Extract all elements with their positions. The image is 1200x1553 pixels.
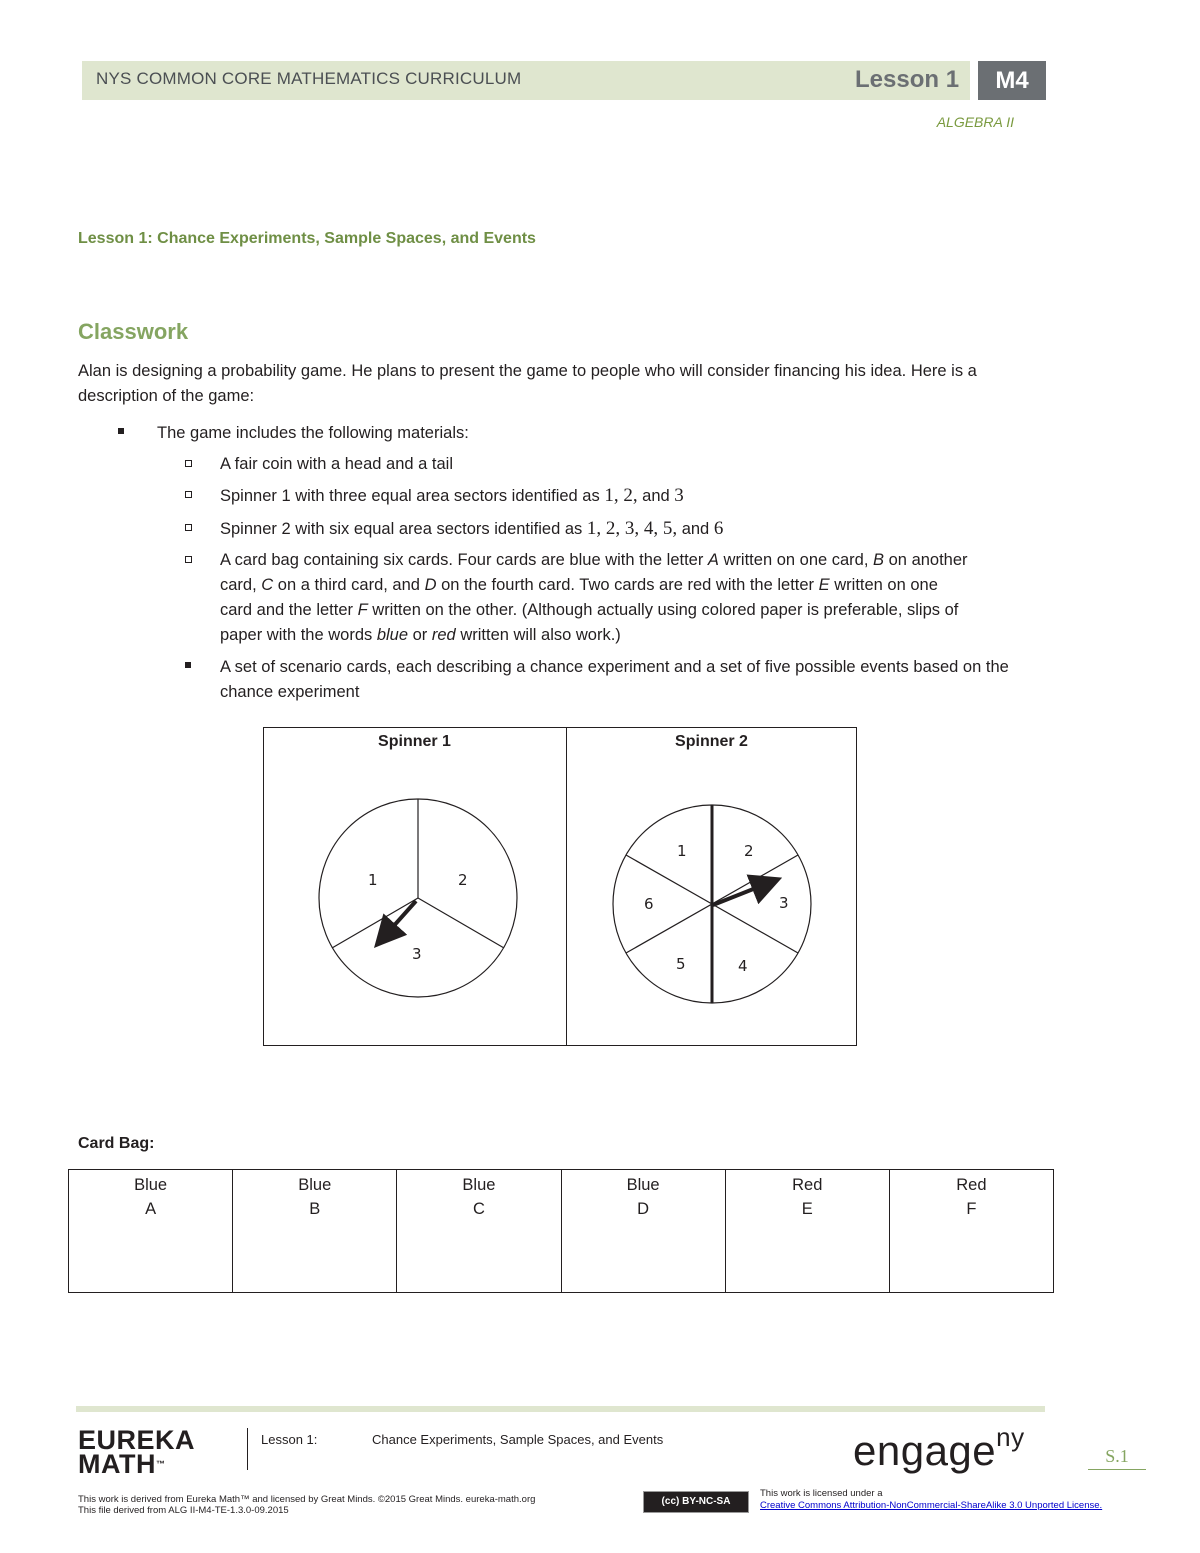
spinner2-label-2: 2: [744, 842, 754, 860]
card-color: Blue: [462, 1176, 496, 1194]
card-color: Blue: [134, 1176, 168, 1194]
module-badge: M4: [978, 61, 1046, 100]
spinner2-label-4: 4: [738, 957, 748, 975]
lesson-title: Lesson 1: Chance Experiments, Sample Spaces, and Events: [78, 230, 536, 247]
spinner2-label-6: 6: [644, 895, 654, 913]
spinner2-heading: Spinner 2: [675, 733, 748, 750]
material-spinner2: Spinner 2 with six equal area sectors identified as 1, 2, 3, 4, 5, and 6: [220, 518, 724, 539]
card-letter: A: [145, 1200, 157, 1218]
sub-bullet-icon: [185, 524, 192, 531]
engageny-logo: engage$^{ny}$: [853, 1422, 1025, 1474]
eureka-math-logo: EUREKA MATH™: [78, 1425, 196, 1479]
material-coin: A fair coin with a head and a tail: [220, 455, 453, 473]
bullet-square-icon: [118, 428, 124, 434]
card-bag-table: [68, 1169, 1054, 1293]
spinner1-figure: [310, 797, 528, 1003]
spinner1-label-3: 3: [412, 945, 422, 963]
footer-lesson: Lesson 1:: [261, 1432, 318, 1447]
page-number: S.1: [1088, 1446, 1146, 1470]
card-letter: B: [309, 1200, 321, 1218]
card-cell: [397, 1170, 561, 1293]
card-letter: E: [801, 1200, 813, 1218]
card-bag-label: Card Bag:: [78, 1135, 155, 1152]
card-cell: [561, 1170, 725, 1293]
card-letter: D: [637, 1200, 650, 1218]
materials-bullet: The game includes the following materials:: [157, 424, 469, 442]
curriculum-title: NYS COMMON CORE MATHEMATICS CURRICULUM: [96, 69, 522, 88]
card-color: Red: [792, 1176, 823, 1194]
card-cell: [725, 1170, 889, 1293]
card-cell: [889, 1170, 1053, 1293]
derived-notice: This work is derived from Eureka Math™ and licensed by Great Minds. ©2015 Great Minds. eureka-math.org This file derived from ALG II-M4-TE-1.3.0-09.2015: [78, 1494, 536, 1516]
card-color: Red: [956, 1176, 987, 1194]
spinner1-label-1: 1: [368, 871, 378, 889]
license-link[interactable]: Creative Commons Attribution-NonCommercial-ShareAlike 3.0 Unported License.: [760, 1500, 1103, 1511]
spinner1-label-2: 2: [458, 871, 468, 889]
sub-bullet-icon: [185, 491, 192, 498]
sub-bullet-filled-icon: [185, 662, 191, 668]
card-cell: [233, 1170, 397, 1293]
license-notice: This work is licensed under a Creative Commons Attribution-NonCommercial-ShareAlike 3.0 Unported License.: [760, 1488, 1103, 1511]
lesson-tag: Lesson 1: [855, 66, 960, 93]
card-color: Blue: [298, 1176, 332, 1194]
material-card-bag: A card bag containing six cards. Four cards are blue with the letter A written on one card, B on another card, C on a third card, and D on the fourth card. Two cards are red with the letter E written on one card and the letter F written on the other. (Although actually using colored paper is preferable, slips of paper with the words blue or red written will also work.): [220, 551, 968, 644]
sub-bullet-icon: [185, 460, 192, 467]
spinner2-figure: [605, 797, 823, 1007]
footer-rule: [76, 1406, 1045, 1412]
material-spinner1: Spinner 1 with three equal area sectors identified as 1, 2, and 3: [220, 485, 684, 506]
spinner2-label-5: 5: [676, 955, 686, 973]
footer-title: Chance Experiments, Sample Spaces, and Events: [372, 1432, 664, 1447]
spinner2-label-3: 3: [779, 894, 789, 912]
card-letter: F: [966, 1200, 977, 1218]
spinner1-heading: Spinner 1: [378, 733, 451, 750]
material-scenario-cards: A set of scenario cards, each describing a chance experiment and a set of five possible events based on the chance experiment: [220, 658, 1009, 701]
course-name: ALGEBRA II: [936, 114, 1014, 130]
cc-license-badge-icon: (cc) BY-NC-SA: [643, 1491, 749, 1513]
section-title: Classwork: [78, 319, 189, 344]
sub-bullet-icon: [185, 556, 192, 563]
footer-divider: [247, 1428, 248, 1470]
intro-paragraph: Alan is designing a probability game. He plans to present the game to people who will consider financing his idea. Here is a description of the game:: [78, 362, 977, 405]
card-letter: C: [472, 1200, 485, 1218]
card-color: Blue: [626, 1176, 660, 1194]
card-cell: [69, 1170, 233, 1293]
spinner2-label-1: 1: [677, 842, 687, 860]
spinner-table-divider: [566, 727, 567, 1046]
